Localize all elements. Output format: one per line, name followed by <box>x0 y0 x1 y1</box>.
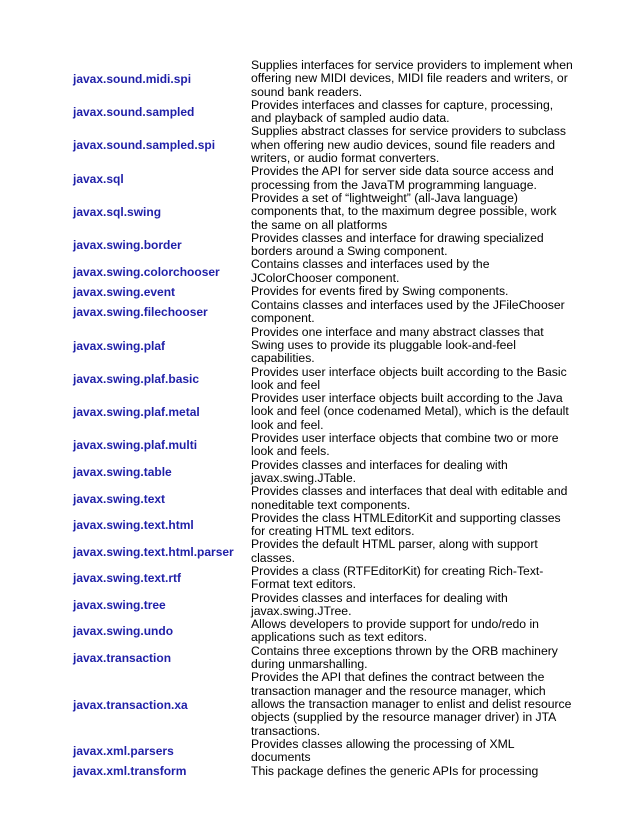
package-name[interactable]: javax.sound.midi.spi <box>73 71 192 86</box>
table-row <box>73 392 573 432</box>
table-row <box>73 538 573 565</box>
package-description: Provides the API for server side data source access and processing from the JavaTM programming language. <box>251 164 554 192</box>
package-name[interactable]: javax.sound.sampled.spi <box>73 138 216 153</box>
table-row <box>73 671 573 737</box>
package-name[interactable]: javax.transaction.xa <box>73 697 188 712</box>
table-row <box>73 565 573 592</box>
package-description: Provides classes and interfaces for dealing with javax.swing.JTree. <box>251 590 508 618</box>
package-name[interactable]: javax.sound.sampled <box>73 105 195 120</box>
package-description: Provides one interface and many abstract classes that Swing uses to provide its pluggable look-and-feel capabilities. <box>251 324 544 366</box>
package-description: Provides the default HTML parser, along with support classes. <box>251 537 538 565</box>
package-name[interactable]: javax.swing.colorchooser <box>73 264 220 279</box>
package-description: Provides the API that defines the contract between the transaction manager and the resource manager, which allows the transaction manager to enlist and delist resource objects (supplied by the resource manager driver) in JTA transactions. <box>251 670 572 738</box>
package-name[interactable]: javax.swing.text <box>73 491 166 506</box>
package-description: Supplies abstract classes for service providers to subclass when offering new audio devices, sound file readers and writers, or audio format converters. <box>251 124 566 166</box>
package-name[interactable]: javax.xml.parsers <box>73 744 174 759</box>
table-row <box>73 299 573 326</box>
package-description: Allows developers to provide support for undo/redo in applications such as text editors. <box>251 617 539 645</box>
table-row <box>73 618 573 645</box>
package-name[interactable]: javax.transaction <box>73 651 172 666</box>
table-row <box>73 645 573 672</box>
package-description: Contains classes and interfaces used by the JColorChooser component. <box>251 257 490 285</box>
package-description: Provides classes allowing the processing of XML documents <box>251 736 515 765</box>
package-name[interactable]: javax.swing.table <box>73 464 172 479</box>
package-name[interactable]: javax.xml.transform <box>73 764 187 779</box>
table-row <box>73 125 573 165</box>
package-description: Provides user interface objects built according to the Basic look and feel <box>251 364 567 392</box>
table-row <box>73 99 573 126</box>
package-description: Provides a class (RTFEditorKit) for creating Rich-Text-Format text editors. <box>251 563 544 592</box>
package-name[interactable]: javax.swing.border <box>73 238 182 253</box>
package-name[interactable]: javax.swing.plaf <box>73 338 166 353</box>
package-name[interactable]: javax.swing.undo <box>73 624 174 639</box>
package-description: Provides user interface objects that combine two or more look and feels. <box>251 431 559 459</box>
package-name[interactable]: javax.sql.swing <box>73 204 162 219</box>
package-table-body <box>73 59 573 778</box>
package-description: Provides classes and interfaces that deal with editable and noneditable text components. <box>251 484 568 512</box>
package-name[interactable]: javax.swing.plaf.basic <box>73 371 200 386</box>
table-row <box>73 512 573 539</box>
package-description: Provides the class HTMLEditorKit and supporting classes for creating HTML text editors. <box>251 510 561 539</box>
package-description: This package defines the generic APIs for processing <box>251 763 539 778</box>
table-row <box>73 326 573 366</box>
package-name[interactable]: javax.sql <box>73 171 124 186</box>
package-description: Contains three exceptions thrown by the ORB machinery during unmarshalling. <box>251 643 558 672</box>
table-row <box>73 432 573 459</box>
package-name[interactable]: javax.swing.text.html <box>73 518 194 533</box>
table-row <box>73 592 573 619</box>
table-row <box>73 258 573 285</box>
package-name[interactable]: javax.swing.plaf.multi <box>73 438 198 453</box>
package-description: Contains classes and interfaces used by the JFileChooser component. <box>251 298 565 326</box>
table-row <box>73 59 573 99</box>
table-row <box>73 285 573 299</box>
package-name[interactable]: javax.swing.event <box>73 285 176 300</box>
table-row <box>73 366 573 393</box>
package-description: Provides a set of “lightweight” (all-Java language) components that, to the maximum degree possible, work the same on all platforms <box>251 190 557 232</box>
package-name[interactable]: javax.swing.tree <box>73 597 166 612</box>
package-description: Provides classes and interface for drawing specialized borders around a Swing component. <box>251 230 544 259</box>
package-description: Provides user interface objects built according to the Java look and feel (once codenamed Metal), which is the default look and feel. <box>251 391 569 432</box>
package-name[interactable]: javax.swing.text.rtf <box>73 571 182 586</box>
package-name[interactable]: javax.swing.filechooser <box>73 305 208 320</box>
table-row <box>73 459 573 486</box>
table-row <box>73 738 573 765</box>
table-row <box>73 485 573 512</box>
package-name[interactable]: javax.swing.text.html.parser <box>73 544 234 559</box>
table-row <box>73 165 573 192</box>
package-description: Provides for events fired by Swing components. <box>251 284 509 299</box>
package-description: Provides classes and interfaces for dealing with javax.swing.JTable. <box>251 457 508 485</box>
package-name[interactable]: javax.swing.plaf.metal <box>73 405 200 420</box>
table-row <box>73 232 573 259</box>
package-description: Supplies interfaces for service providers to implement when offering new MIDI devices, MIDI file readers and writers, or sound bank readers. <box>251 58 573 99</box>
package-summary-table <box>73 59 573 778</box>
package-description: Provides interfaces and classes for capture, processing, and playback of sampled audio data. <box>251 97 554 126</box>
table-row <box>73 764 573 778</box>
table-row <box>73 192 573 232</box>
